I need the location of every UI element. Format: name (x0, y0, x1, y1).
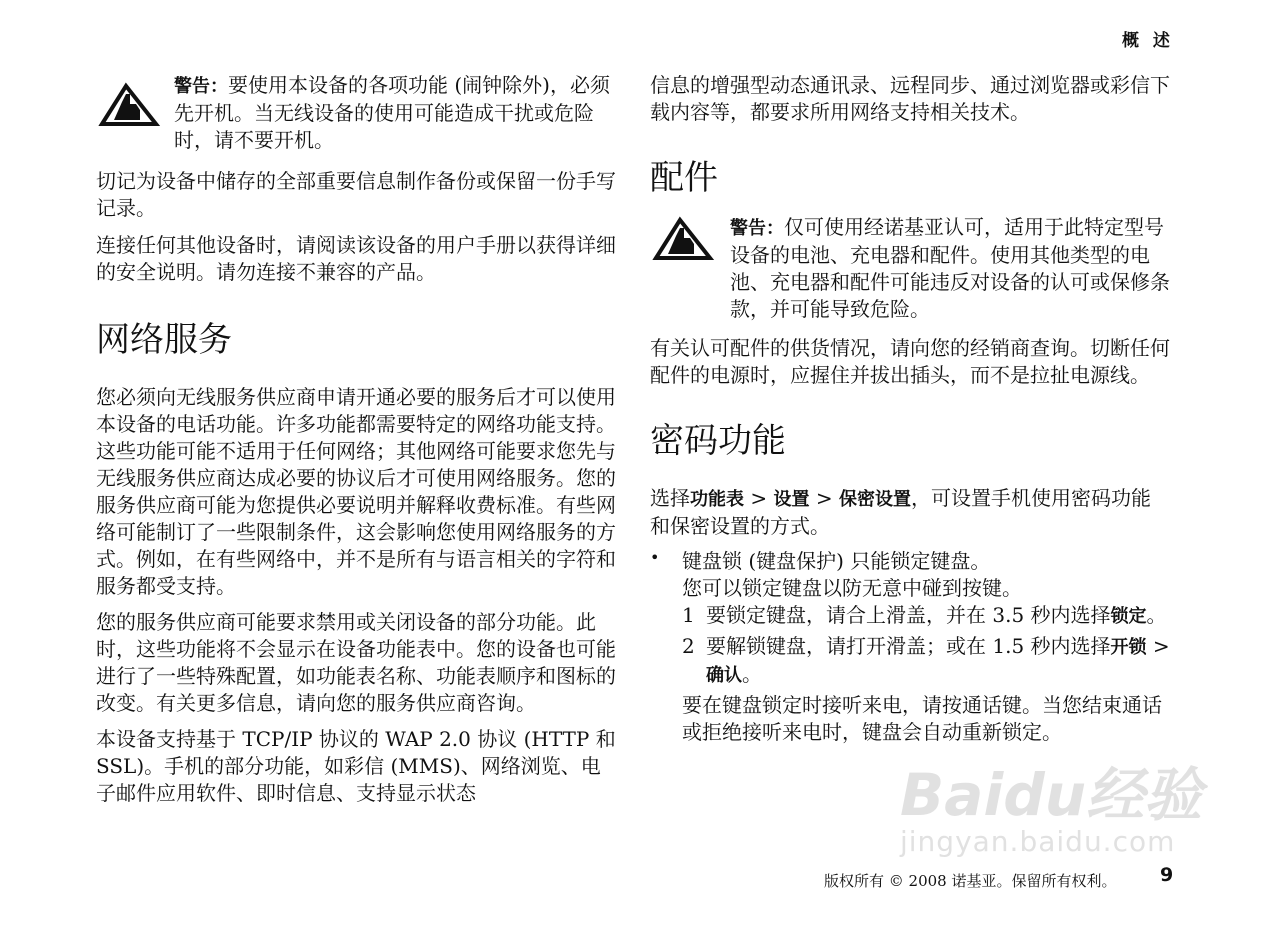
copyright-footer: 版权所有 © 2008 诺基亚。保留所有权利。 (824, 872, 1117, 890)
continued-paragraph: 信息的增强型动态通讯录、远程同步、通过浏览器或彩信下载内容等，都要求所用网络支持相关技术。 (650, 73, 1170, 124)
step-lock: 1 要锁定键盘，请合上滑盖，并在 3.5 秒内选择锁定。 (682, 603, 1167, 627)
accessories-warning-text: 警告：仅可使用经诺基亚认可，适用于此特定型号设备的电池、充电器和配件。使用其他类型的电池、充电器和配件可能违反对设备的认可或保修条款，并可能导致危险。 (730, 215, 1170, 321)
bullet-dot: • (650, 548, 660, 567)
softkey-lock: 锁定 (1110, 606, 1147, 627)
section-heading-accessories: 配件 (650, 158, 718, 198)
operator-paragraph: 您的服务供应商可能要求禁用或关闭设备的部分功能。此时，这些功能将不会显示在设备功能表中。您的设备也可能进行了一些特殊配置，如功能表名称、功能表顺序和图标的改变。有关更多信息，请向您的服务供应商咨询。 (96, 610, 616, 715)
warning-hand-icon (650, 214, 720, 268)
warning-hand-icon (96, 80, 166, 134)
warning-block (96, 72, 618, 154)
step-unlock: 2 要解锁键盘，请打开滑盖；或在 1.5 秒内选择开锁 > 确认。 (682, 634, 1170, 686)
keyguard-line1: 键盘锁 (键盘保护) 只能锁定键盘。 (682, 549, 991, 573)
keyguard-line2: 您可以锁定键盘以防无意中碰到按键。 (682, 576, 1022, 600)
warning-text: 警告：要使用本设备的各项功能 (闹钟除外)，必须先开机。当无线设备的使用可能造成干扰或危险时，请不要开机。 (174, 73, 610, 152)
section-heading-network: 网络服务 (96, 320, 232, 360)
warning-block-accessories (650, 214, 1170, 323)
softkey-unlock: 开锁 (1110, 637, 1147, 658)
menu-path-item: 功能表 (690, 489, 744, 510)
security-select-paragraph: 选择功能表 > 设置 > 保密设置，可设置手机使用密码功能和保密设置的方式。 (650, 486, 1151, 538)
wap-paragraph: 本设备支持基于 TCP/IP 协议的 WAP 2.0 协议 (HTTP 和 SSL)。手机的部分功能，如彩信 (MMS)、网络浏览、电子邮件应用软件、即时信息、支持显示状态 (96, 727, 616, 805)
section-heading-security: 密码功能 (650, 421, 786, 461)
connect-paragraph: 连接任何其他设备时，请阅读该设备的用户手册以获得详细的安全说明。请勿连接不兼容的产品。 (96, 233, 616, 284)
softkey-confirm: 确认 (706, 665, 742, 686)
menu-path-item: 保密设置 (838, 489, 911, 510)
network-paragraph: 您必须向无线服务供应商申请开通必要的服务后才可以使用本设备的电话功能。许多功能都需要特定的网络功能支持。这些功能可能不适用于任何网络；其他网络可能要求您先与无线服务供应商达成必要的协议后才可使用网络服务。您的服务供应商可能为您提供必要说明并解释收费标准。有些网络可能制订了一些限制条件，这会影响您使用网络服务的方式。例如，在有些网络中，并不是所有与语言相关的字符和服务都受支持。 (96, 385, 616, 598)
right-column (650, 70, 1170, 746)
menu-path-item: 设置 (773, 489, 810, 510)
page-header-title: 概 述 (1122, 31, 1174, 51)
page-number: 9 (1160, 864, 1174, 886)
accessories-paragraph: 有关认可配件的供货情况，请向您的经销商查询。切断任何配件的电源时，应握住并拔出插头，而不是拉扯电源线。 (650, 336, 1170, 387)
backup-paragraph: 切记为设备中储存的全部重要信息制作备份或保留一份手写记录。 (96, 169, 616, 220)
left-column (96, 70, 618, 807)
baidu-watermark: Baidu经验 jingyan.baidu.com (900, 761, 1203, 858)
keyguard-bullet (650, 548, 1170, 746)
keyguard-note: 要在键盘锁定时接听来电，请按通话键。当您结束通话或拒绝接听来电时，键盘会自动重新锁定。 (682, 693, 1162, 744)
